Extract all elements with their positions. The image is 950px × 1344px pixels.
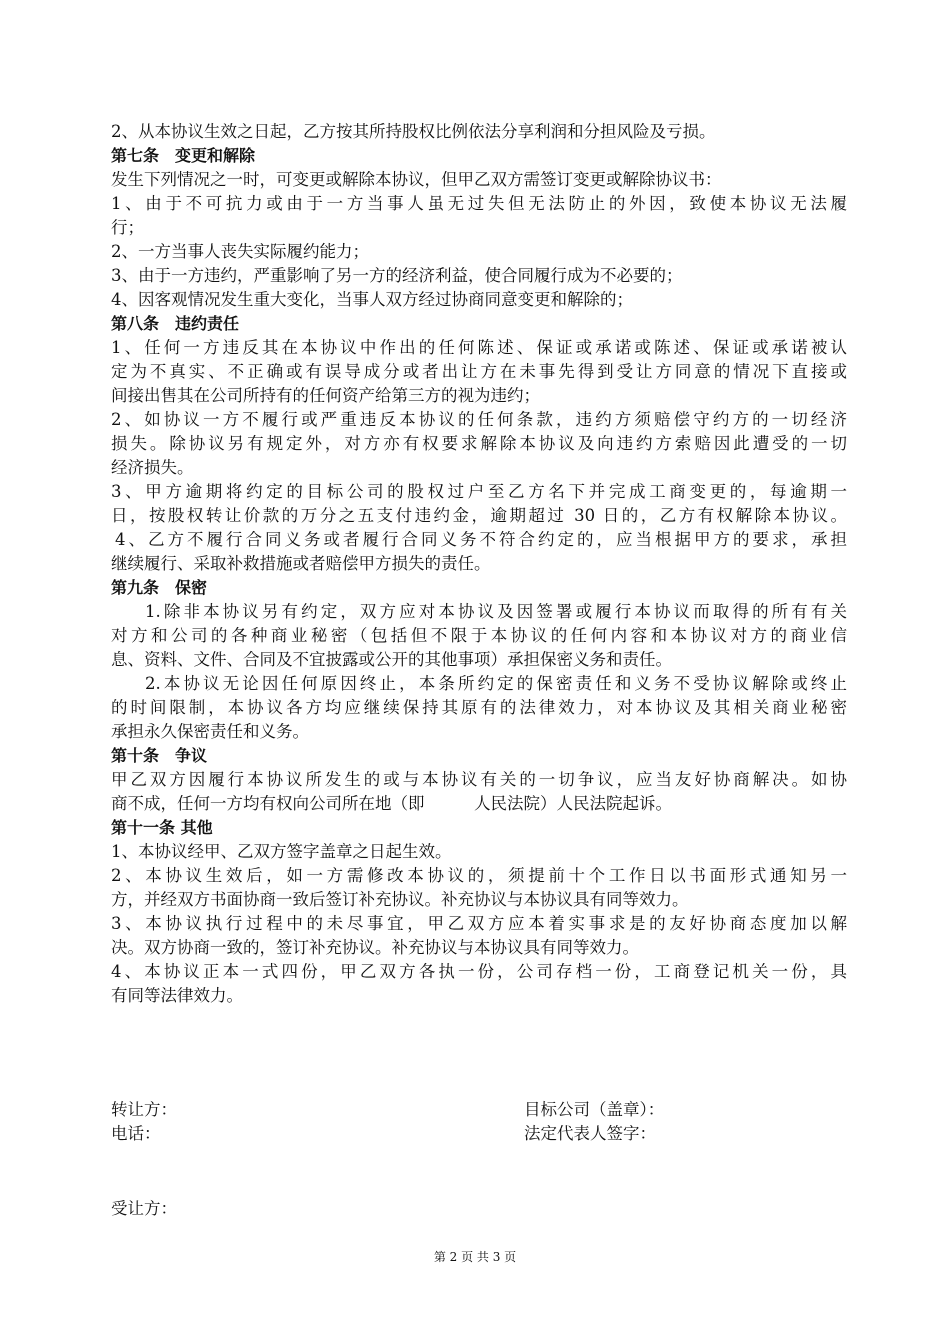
article-11-item-1: 1、本协议经甲、乙双方签字盖章之日起生效。 xyxy=(111,842,452,861)
article-8-item-3-line-1: 3、甲方逾期将约定的目标公司的股权过户至乙方名下并完成工商变更的，每逾期一 xyxy=(111,482,847,501)
article-9-para-1-line-1: 1.除非本协议另有约定，双方应对本协议及因签署或履行本协议而取得的所有有关 xyxy=(145,602,847,621)
article-8-item-1-line-1: 1、任何一方违反其在本协议中作出的任何陈述、保证或承诺或陈述、保证或承诺被认 xyxy=(111,338,847,357)
legal-representative-signature-label: 法定代表人签字： xyxy=(524,1124,656,1143)
article-7-intro: 发生下列情况之一时，可变更或解除本协议，但甲乙双方需签订变更或解除协议书： xyxy=(111,170,722,189)
article-7-item-4: 4、因客观情况发生重大变化，当事人双方经过协商同意变更和解除的； xyxy=(111,290,633,309)
article-10-heading: 第十条 争议 xyxy=(111,746,208,765)
transferor-label: 转让方： xyxy=(111,1100,177,1119)
article-11-item-2-line-2: 方，并经双方书面协商一致后签订补充协议。补充协议与本协议具有同等效力。 xyxy=(111,890,689,909)
article-11-heading: 第十一条 其他 xyxy=(111,818,213,837)
article-8-item-4-line-2: 继续履行、采取补救措施或者赔偿甲方损失的责任。 xyxy=(111,554,491,573)
document-body xyxy=(111,120,847,1008)
article-8-item-1-line-3: 间接出售其在公司所持有的任何资产给第三方的视为违约； xyxy=(111,386,540,405)
article-8-item-3-line-2: 日，按股权转让价款的万分之五支付违约金，逾期超过 30 日的，乙方有权解除本协议。 xyxy=(111,506,847,525)
article-11-item-3-line-2: 决。双方协商一致的，签订补充协议。补充协议与本协议具有同等效力。 xyxy=(111,938,639,957)
article-11-item-3-line-1: 3、本协议执行过程中的未尽事宜，甲乙双方应本着实事求是的友好协商态度加以解 xyxy=(111,914,847,933)
page-number-footer: 第 2 页 共 3 页 xyxy=(433,1250,517,1264)
article-11-item-2-line-1: 2、本协议生效后，如一方需修改本协议的，须提前十个工作日以书面形式通知另一 xyxy=(111,866,847,885)
target-company-seal-label: 目标公司（盖章）： xyxy=(524,1100,665,1119)
article-8-heading: 第八条 违约责任 xyxy=(111,314,240,333)
article-10-line-2: 商不成，任何一方均有权向公司所在地（即 人民法院）人民法院起诉。 xyxy=(111,794,672,813)
phone-label: 电话： xyxy=(111,1124,161,1143)
article-6-item-2: 2、从本协议生效之日起，乙方按其所持股权比例依法分享利润和分担风险及亏损。 xyxy=(111,122,716,141)
article-9-para-1-line-3: 息、资料、文件、合同及不宜披露或公开的其他事项）承担保密义务和责任。 xyxy=(111,650,672,669)
article-11-item-4-line-1: 4、本协议正本一式四份，甲乙双方各执一份，公司存档一份，工商登记机关一份，具 xyxy=(111,962,847,981)
article-7-item-1-line-1: 1、由于不可抗力或由于一方当事人虽无过失但无法防止的外因，致使本协议无法履 xyxy=(111,194,847,213)
article-9-para-2-line-2: 的时间限制，本协议各方均应继续保持其原有的法律效力，对本协议及其相关商业秘密 xyxy=(111,698,847,717)
article-9-para-2-line-1: 2.本协议无论因任何原因终止，本条所约定的保密责任和义务不受协议解除或终止 xyxy=(145,674,847,693)
article-8-item-2-line-2: 损失。除协议另有规定外，对方亦有权要求解除本协议及向违约方索赔因此遭受的一切 xyxy=(111,434,847,453)
article-11-item-4-line-2: 有同等法律效力。 xyxy=(111,986,243,1005)
article-8-item-1-line-2: 定为不真实、不正确或有误导成分或者出让方在未事先得到受让方同意的情况下直接或 xyxy=(111,362,847,381)
article-7-heading: 第七条 变更和解除 xyxy=(111,146,256,165)
article-10-line-1: 甲乙双方因履行本协议所发生的或与本协议有关的一切争议，应当友好协商解决。如协 xyxy=(111,770,847,789)
article-8-item-4-line-1: 4、乙方不履行合同义务或者履行合同义务不符合约定的，应当根据甲方的要求，承担 xyxy=(115,530,847,549)
article-7-item-3: 3、由于一方违约，严重影响了另一方的经济利益，使合同履行成为不必要的； xyxy=(111,266,683,285)
article-9-para-1-line-2: 对方和公司的各种商业秘密（包括但不限于本协议的任何内容和本协议对方的商业信 xyxy=(111,626,847,645)
article-9-para-2-line-3: 承担永久保密责任和义务。 xyxy=(111,722,309,741)
article-7-item-2: 2、一方当事人丧失实际履约能力； xyxy=(111,242,369,261)
article-9-heading: 第九条 保密 xyxy=(111,578,208,597)
article-8-item-2-line-1: 2、如协议一方不履行或严重违反本协议的任何条款，违约方须赔偿守约方的一切经济 xyxy=(111,410,847,429)
article-7-item-1-line-2: 行； xyxy=(111,218,144,237)
article-8-item-2-line-3: 经济损失。 xyxy=(111,458,194,477)
transferee-label: 受让方： xyxy=(111,1199,177,1218)
